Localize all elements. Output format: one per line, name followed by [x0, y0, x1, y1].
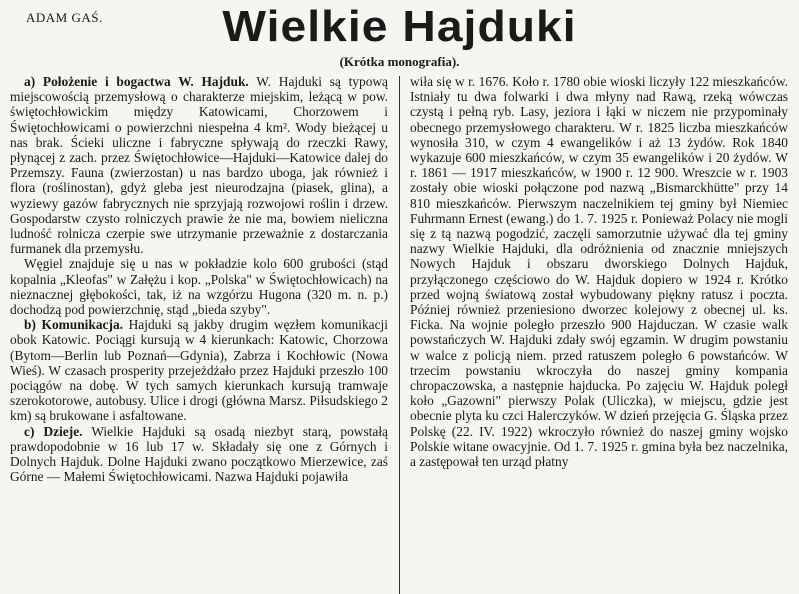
column-divider [399, 76, 400, 594]
coal-paragraph: Węgiel znajduje się u nas w pokładzie kolo 600 grubości (stąd kopalnia „Kleofas" w Załężu i kop. „Polska" w Świętochłowicach) na nieznacznej głębokości, tak, iż na wzgórzu Hugona (320 m. n. p.) dochodzą pod powierzchnię, stąd „bieda szyby". [10, 256, 388, 318]
section-a-paragraph [10, 74, 388, 256]
author-name: ADAM GAŚ. [26, 10, 103, 25]
right-paragraph: wiła się w r. 1676. Koło r. 1780 obie wioski liczyły 122 mieszkańców. Istniały tu dwa folwarki i dwa młyny nad Rawą, rzeką wówczas czystą i pełną ryb. Lasy, jeziora i łąki w niczem nie przypominały obecnego przemysłowego charakteru. W r. 1825 liczba mieszkańców wynosiła 310, w czym 4 ewangelików i aż 13 żydów. Rok 1840 wykazuje 600 mieszkańców, w czym 35 ewangelików i 20 żydów. W r. 1861 — 1917 mieszkańców, w 1900 r. 12 900. Wreszcie w r. 1903 zostały obie wioski połączone pod nazwą „Bismarckhütte" przy 14 810 mieszkańców. Pierwszym naczelnikiem tej gminy był Niemiec Fuhrmann Ernest (ewang.) do 1. 7. 1925 r. Ponieważ Polacy nie mogli się z tą nazwą pogodzić, zaczęli samorzutnie używać dla tej gminy nazwy Wielkie Hajduki, dla odróżnienia od znacznie mniejszych Nowych Hajduk i obszaru dworskiego Dolnych Hajduk, przyłączonego częściowo do W. Hajduk dopiero w 1924 r. Krótko przed wojną światową został wybudowany piękny ratusz i poczta. Później również przeniesiono dworzec kolejowy z obecnej ul. ks. Ficka. Na wojnie poległo przeszło 900 Hajduczan. W czasie walk powstańczych W. Hajduki zdały swój egzamin. W drugim powstaniu w walce z policją niem. przed ratuszem poległo 6 powstańców. W trzecim powstaniu wkroczyła do naszej gminy kompania chropaczowska, a następnie hajducka. Po zajęciu W. Hajduk poległ koło „Gazowni" pierwszy Polak (Uliczka), w miejscu, gdzie jest obecnie plyta ku czci Halerczyków. W dzień przejęcia G. Śląska przez Polskę (22. IV. 1922) wkroczyło również do naszej gminy wojsko Polskie witane owacyjnie. Od 1. 7. 1925 r. gmina była bez naczelnika, a zastępował ten urząd płatny [410, 74, 788, 470]
section-b-paragraph [10, 317, 388, 423]
article-title: Wielkie Hajduki [222, 2, 577, 51]
section-a-heading: a) Położenie i bogactwa W. Hajduk. [24, 74, 249, 89]
right-column [410, 74, 788, 594]
section-b-text: Hajduki są jakby drugim węzłem komunikacji obok Katowic. Pociągi kursują w 4 kierunkach: Katowic, Chorzowa (Bytom—Berlin lub Poznań—Gdynia), Zabrza i Kochłowic (Nowa Wieś). W czasach prosperity przejeżdżało przez Hajduki przeszło 100 pociągów na dobę. W tych samych kierunkach kursują tramwaje szerokotorowe, autobusy. Ulice i drogi (główna Marsz. Piłsudskiego 2 km) są brukowane i asfaltowane. [10, 317, 388, 424]
section-c-paragraph [10, 424, 388, 485]
left-column [10, 74, 388, 594]
section-c-text: Wielkie Hajduki są osadą niezbyt starą, powstałą prawdopodobnie w 16 lub 17 w. Składały się one z Górnych i Dolnych Hajduk. Dolne Hajduki zwano początkowo Mierzewice, zaś Górne — Małemi Świętochłowicami. Nazwa Hajduki pojawiła [10, 423, 388, 485]
section-a-text: W. Hajduki są typową miejscowością przemysłową o charakterze miejskim, leżącą w pow. świętochłowickim między Katowicami, Chorzowem i Świętochłowicami o powierzchni niespełna 4 km². Wody bieżącej u nas brak. Ścieki uliczne i fabryczne spływają do rzeczki Rawy, płynącej z zach. przez Świętochłowice—Hajduki—Katowice dalej do Przemszy. Fauna (zwierzostan) u nas bardzo uboga, jak również i flora (roślinostan), gdyż gleba jest nieurodzajna (piasek, glina), a wyziewy gazów fabrycznych nie sprzyjają rozwojowi roślin i drzew. Gospodarstw czysto rolniczych prawie że nie ma, bowiem nieliczna ludność rolnicza czerpie swe utrzymanie przeważnie z dostarczania furmanek dla przemysłu. [10, 74, 388, 257]
section-b-heading: b) Komunikacja. [24, 317, 123, 333]
section-c-heading: c) Dzieje. [24, 423, 83, 439]
article-subtitle: (Krótka monografia). [339, 54, 460, 69]
